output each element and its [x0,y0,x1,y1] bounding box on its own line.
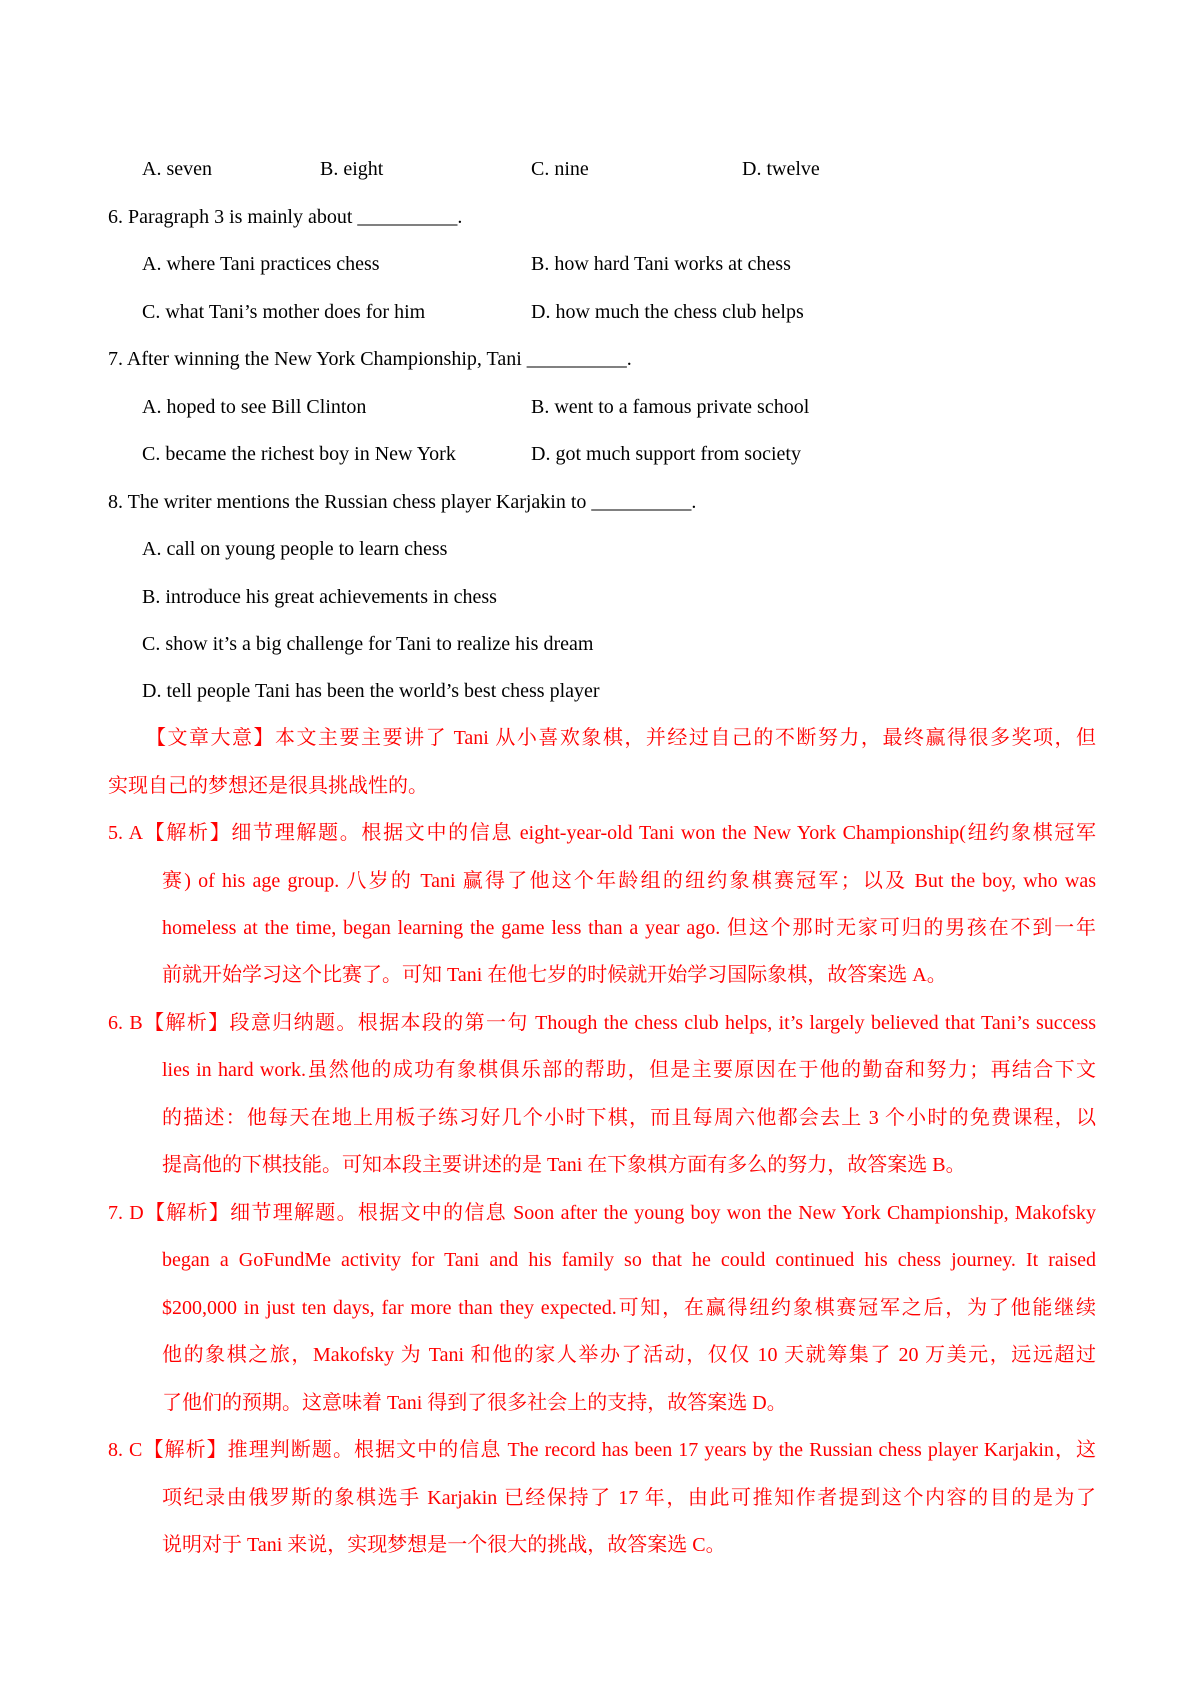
answer-7-line-5: 了他们的预期。这意味着 Tani 得到了很多社会上的支持，故答案选 D。 [162,1392,787,1414]
q6-option-c: C. what Tani’s mother does for him [142,301,426,323]
summary-line-1: 【文章大意】本文主要主要讲了 Tani 从小喜欢象棋，并经过自己的不断努力，最终赢得很多奖项，但 [146,727,1096,749]
q7-option-a: A. hoped to see Bill Clinton [142,396,367,418]
q5-option-c: C. nine [531,158,589,180]
answer-6-line-4: 提高他的下棋技能。可知本段主要讲述的是 Tani 在下象棋方面有多么的努力，故答案选 B。 [162,1154,966,1176]
answer-5-line-4: 前就开始学习这个比赛了。可知 Tani 在他七岁的时候就开始学习国际象棋，故答案选 A。 [162,964,947,986]
q6-option-a: A. where Tani practices chess [142,253,380,275]
q8-option-a: A. call on young people to learn chess [142,538,448,560]
answer-5-line-3: homeless at the time, began learning the game less than a year ago. 但这个那时无家可归的男孩在不到一年 [162,917,1096,939]
answer-5-line-2: 赛) of his age group. 八岁的 Tani 赢得了他这个年龄组的纽约象棋赛冠军；以及 But the boy, who was [162,870,1096,892]
answer-7-line-4: 他的象棋之旅，Makofsky 为 Tani 和他的家人举办了活动，仅仅 10 天就筹集了 20 万美元，远远超过 [162,1344,1096,1366]
q7-option-b: B. went to a famous private school [531,396,810,418]
q8-stem: 8. The writer mentions the Russian chess player Karjakin to __________. [108,491,697,513]
answer-8-line-3: 说明对于 Tani 来说，实现梦想是一个很大的挑战，故答案选 C。 [162,1534,726,1556]
q6-option-b: B. how hard Tani works at chess [531,253,791,275]
q8-option-b: B. introduce his great achievements in chess [142,586,497,608]
q5-option-a: A. seven [142,158,212,180]
q6-option-d: D. how much the chess club helps [531,301,804,323]
answer-6-line-1: 6. B【解析】段意归纳题。根据本段的第一句 Though the chess club helps, it’s largely believed that Tani’s success [108,1012,1096,1034]
answer-6-line-2: lies in hard work.虽然他的成功有象棋俱乐部的帮助，但是主要原因在于他的勤奋和努力；再结合下文 [162,1059,1096,1081]
q7-stem: 7. After winning the New York Championship, Tani __________. [108,348,632,370]
answer-6-line-3: 的描述：他每天在地上用板子练习好几个小时下棋，而且每周六他都会去上 3 个小时的免费课程，以 [162,1107,1096,1129]
answer-7-line-2: began a GoFundMe activity for Tani and his family so that he could continued his chess journey. It raised [162,1249,1096,1271]
q5-option-d: D. twelve [742,158,820,180]
q7-option-d: D. got much support from society [531,443,801,465]
q5-option-b: B. eight [320,158,384,180]
answer-7-line-1: 7. D【解析】细节理解题。根据文中的信息 Soon after the young boy won the New York Championship, Makofsky [108,1202,1096,1224]
q8-option-d: D. tell people Tani has been the world’s best chess player [142,680,600,702]
answer-5-line-1: 5. A【解析】细节理解题。根据文中的信息 eight-year-old Tani won the New York Championship(纽约象棋冠军 [108,822,1096,844]
summary-line-2: 实现自己的梦想还是很具挑战性的。 [108,775,428,797]
q6-stem: 6. Paragraph 3 is mainly about __________. [108,206,463,228]
answer-8-line-1: 8. C【解析】推理判断题。根据文中的信息 The record has been 17 years by the Russian chess player Karjakin，这 [108,1439,1096,1461]
q8-option-c: C. show it’s a big challenge for Tani to realize his dream [142,633,594,655]
answer-7-line-3: $200,000 in just ten days, far more than they expected.可知，在赢得纽约象棋赛冠军之后，为了他能继续 [162,1297,1096,1319]
answer-8-line-2: 项纪录由俄罗斯的象棋选手 Karjakin 已经保持了 17 年，由此可推知作者提到这个内容的目的是为了 [162,1487,1096,1509]
q7-option-c: C. became the richest boy in New York [142,443,456,465]
